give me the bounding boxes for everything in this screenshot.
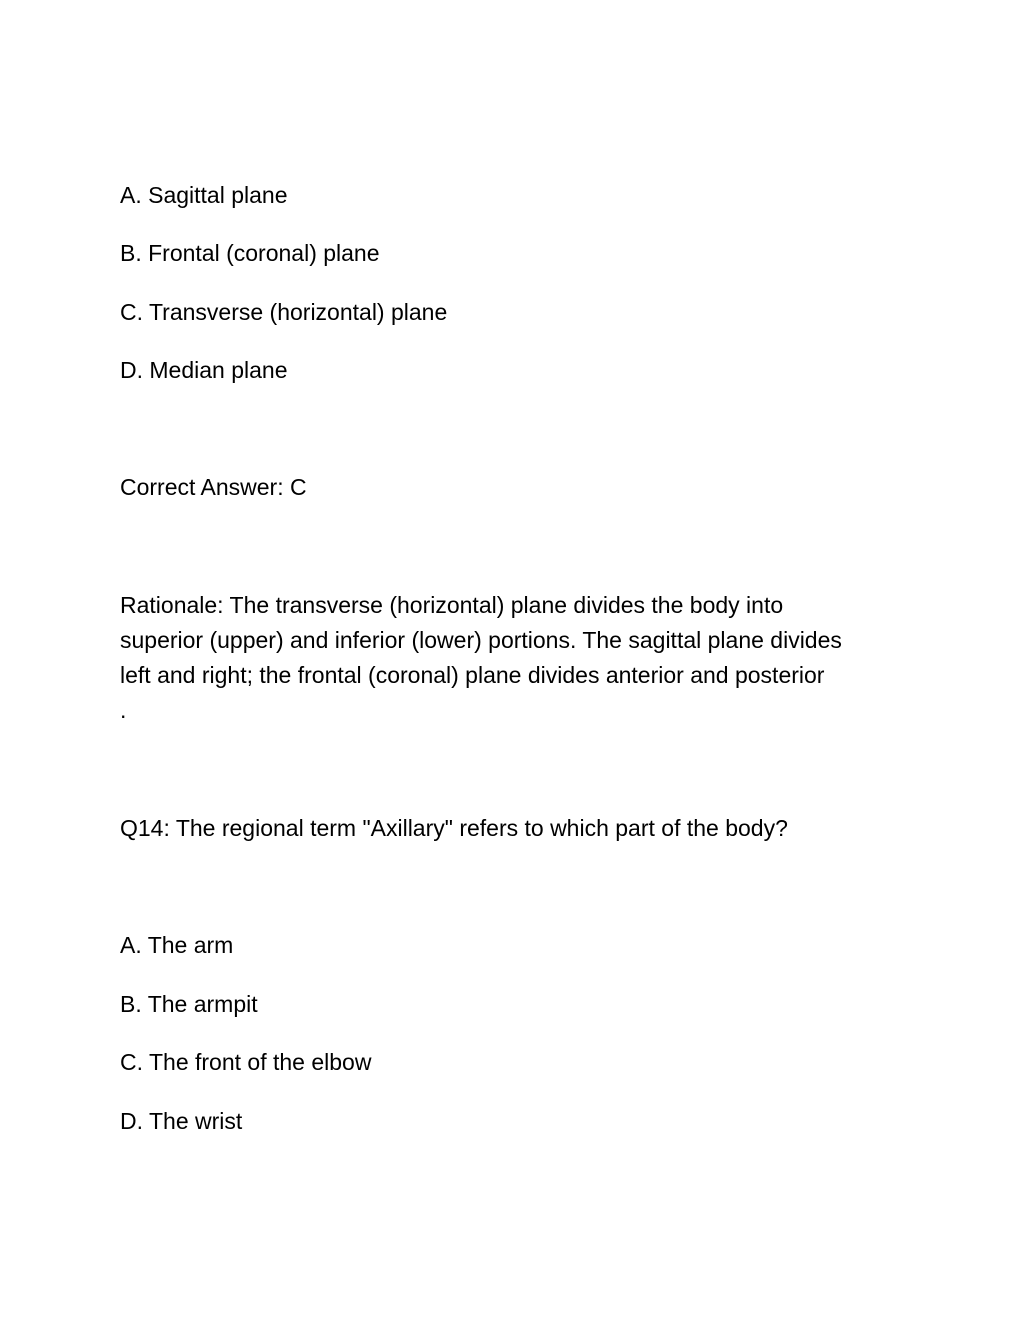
q14-question: Q14: The regional term "Axillary" refers to which part of the body?	[120, 815, 788, 841]
rationale-line: .	[120, 697, 127, 723]
q14-option-a: A. The arm	[120, 932, 234, 958]
q13-option-b: B. Frontal (coronal) plane	[120, 240, 380, 266]
q13-rationale	[120, 588, 910, 728]
q14-option-d: D. The wrist	[120, 1108, 243, 1134]
q13-correct-answer: Correct Answer: C	[120, 474, 307, 500]
q13-option-a: A. Sagittal plane	[120, 182, 288, 208]
rationale-line: superior (upper) and inferior (lower) portions. The sagittal plane divides	[120, 627, 842, 653]
q13-option-c: C. Transverse (horizontal) plane	[120, 299, 448, 325]
q13-option-d: D. Median plane	[120, 357, 288, 383]
rationale-line: Rationale: The transverse (horizontal) plane divides the body into	[120, 592, 784, 618]
rationale-line: left and right; the frontal (coronal) plane divides anterior and posterior	[120, 662, 825, 688]
q14-option-b: B. The armpit	[120, 991, 258, 1017]
q14-option-c: C. The front of the elbow	[120, 1049, 372, 1075]
